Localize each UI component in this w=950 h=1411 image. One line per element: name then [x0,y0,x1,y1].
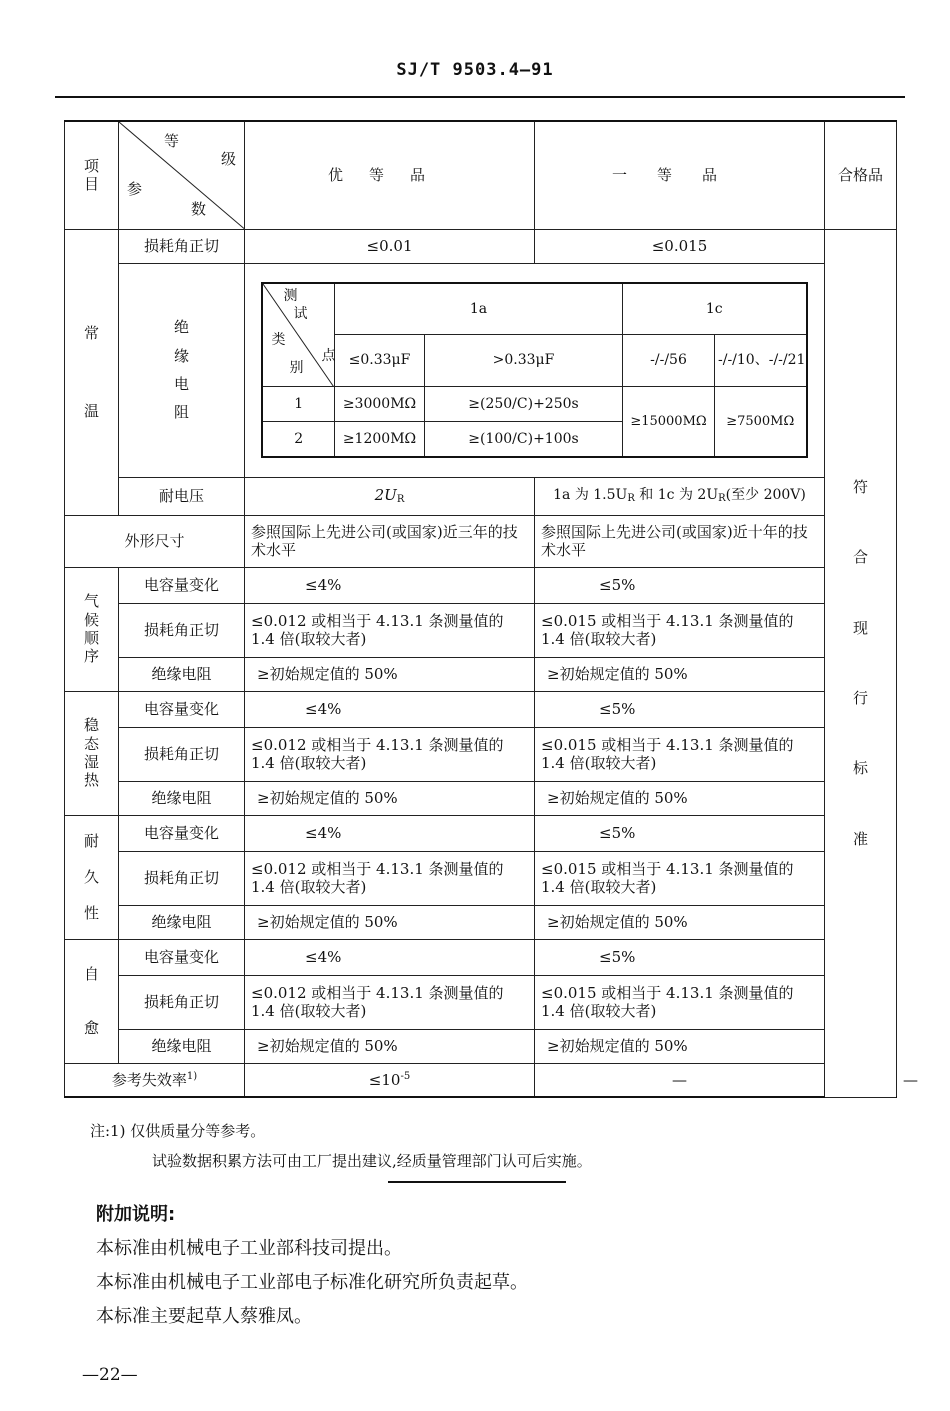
param-label: 电容量变化 [119,815,245,851]
param-label: 绝 缘 电 阻 [119,263,245,477]
table-row [65,815,897,851]
group-normal-temp: 常 温 [65,229,119,515]
separator-rule [388,1181,566,1183]
table-row [65,781,897,815]
table-row [65,229,897,263]
value-cell: ≤4% [245,815,535,851]
value-cell: 1a 为 $1.5U_R$ 和 1c 为 $2U_R$(至少 200V) [535,477,825,515]
value-cell: ≤5% [535,815,825,851]
group-damp-heat: 稳 态 湿 热 [65,691,119,815]
supplementary-line: 本标准由机械电子工业部电子标准化研究所负责起草。 [96,1272,528,1293]
value-cell: ≤0.015 或相当于 4.13.1 条测量值的 1.4 倍(取较大者) [535,727,825,781]
value-cell: ≤4% [245,939,535,975]
table-row [65,905,897,939]
param-label: 损耗角正切 [119,603,245,657]
supplementary-notes [96,1198,528,1334]
subtable-class: 1 [262,387,334,422]
notes [90,1116,592,1176]
param-label: 损耗角正切 [119,975,245,1029]
value-cell: $2U_R$ [245,477,535,515]
subtable-subheader: -/-/56 [623,335,715,387]
table-row [65,263,897,477]
subtable-value: ≥(250/C)+250s [424,387,622,422]
param-label: 绝缘电阻 [119,905,245,939]
diag-count: 数 [191,200,207,218]
value-cell: ≤4% [245,567,535,603]
table-head-row [65,121,897,229]
value-cell: ≤0.012 或相当于 4.13.1 条测量值的 1.4 倍(取较大者) [245,727,535,781]
value-cell: ≤0.015 或相当于 4.13.1 条测量值的 1.4 倍(取较大者) [535,975,825,1029]
supplementary-line: 本标准主要起草人蔡雅凤。 [96,1306,312,1327]
value-cell: ≤4% [245,691,535,727]
value-cell: ≥初始规定值的 50% [245,1029,535,1063]
value-cell: 参照国际上先进公司(或国家)近三年的技术水平 [245,515,535,567]
group-endurance: 耐 久 性 [65,815,119,939]
subtable-subheader: ≤0.33μF [334,335,424,387]
table-row [65,975,897,1029]
table-row [65,1029,897,1063]
param-label: 电容量变化 [119,567,245,603]
table-row [65,477,897,515]
supplementary-title: 附加说明: [96,1204,176,1225]
grading-table [64,120,918,1098]
group-self-healing: 自 愈 [65,939,119,1063]
table-row [65,727,897,781]
value-cell: ≤5% [535,691,825,727]
param-label: 绝缘电阻 [119,657,245,691]
subtable-value: ≥1200MΩ [334,422,424,458]
first-class-header: 一等品 [535,121,825,229]
table-row [65,691,897,727]
insulation-subtable [261,282,807,459]
value-cell: ≤0.015 [535,229,825,263]
subtable-subheader: -/-/10、-/-/21 [715,335,807,387]
qualified-header: 合格品 [825,121,897,229]
param-label: 外形尺寸 [65,515,245,567]
param-label: 绝缘电阻 [119,781,245,815]
qualified-column: 符 合 现 行 标 准 [825,229,897,1097]
value-cell: ≥初始规定值的 50% [245,657,535,691]
value-cell: ≥初始规定值的 50% [535,905,825,939]
header-rule [55,96,905,98]
value-cell: ≤5% [535,939,825,975]
note-line: 试验数据积累方法可由工厂提出建议,经质量管理部门认可后实施。 [152,1152,592,1170]
diagonal-header-cell [119,121,245,229]
value-cell: ≥初始规定值的 50% [535,1029,825,1063]
subtable-value: ≥15000MΩ [623,387,715,458]
value-cell: $\le 10^{-5}$ [245,1063,535,1097]
param-label: 绝缘电阻 [119,1029,245,1063]
diag-param: 参 [127,180,143,198]
table-row [65,939,897,975]
value-cell: ≤0.012 或相当于 4.13.1 条测量值的 1.4 倍(取较大者) [245,603,535,657]
table-row [65,603,897,657]
value-cell: ≥初始规定值的 50% [535,657,825,691]
value-cell: — [535,1063,825,1097]
value-cell: ≤0.012 或相当于 4.13.1 条测量值的 1.4 倍(取较大者) [245,975,535,1029]
table-row [65,851,897,905]
value-cell: ≤5% [535,567,825,603]
param-label: 电容量变化 [119,939,245,975]
subtable-value: ≥7500MΩ [715,387,807,458]
param-label: 耐电压 [119,477,245,515]
diagonal-line [119,122,244,229]
table-row [65,515,897,567]
table-row: 参考失效率$^{1)}$ $\le 10^{-5}$ — — [65,1063,897,1097]
note-line: 注:1) 仅供质量分等参考。 [90,1122,266,1140]
group-climatic-sequence: 气 候 顺 序 [65,567,119,691]
insulation-resistance-cell [245,263,825,477]
excellent-header: 优等品 [245,121,535,229]
value-cell: ≤0.01 [245,229,535,263]
subtable-col-1a: 1a [334,283,622,335]
subtable-value: ≥(100/C)+100s [424,422,622,458]
supplementary-line: 本标准由机械电子工业部科技司提出。 [96,1238,402,1259]
document-code: SJ/T 9503.4—91 [396,60,554,80]
param-label: 损耗角正切 [119,851,245,905]
value-cell: ≤0.015 或相当于 4.13.1 条测量值的 1.4 倍(取较大者) [535,851,825,905]
value-cell: ≤0.012 或相当于 4.13.1 条测量值的 1.4 倍(取较大者) [245,851,535,905]
subtable-value: ≥3000MΩ [334,387,424,422]
param-label: 损耗角正切 [119,229,245,263]
page-number: —22— [82,1365,138,1385]
param-label: 损耗角正切 [119,727,245,781]
value-cell: ≥初始规定值的 50% [535,781,825,815]
param-label: 参考失效率$^{1)}$ [65,1063,245,1097]
diag-level: 级 [220,150,236,168]
subtable-class: 2 [262,422,334,458]
subtable-diagonal-cell: 测 试 类 点 别 [262,283,334,387]
value-cell: ≥初始规定值的 50% [245,781,535,815]
value-cell: ≥初始规定值的 50% [245,905,535,939]
value-cell: ≤0.015 或相当于 4.13.1 条测量值的 1.4 倍(取较大者) [535,603,825,657]
value-cell: 参照国际上先进公司(或国家)近十年的技术水平 [535,515,825,567]
table-row [65,567,897,603]
param-label: 电容量变化 [119,691,245,727]
table-row [65,657,897,691]
item-header: 项 目 [65,121,119,229]
subtable-col-1c: 1c [623,283,807,335]
subtable-subheader: >0.33μF [424,335,622,387]
diag-grade: 等 [164,132,180,150]
